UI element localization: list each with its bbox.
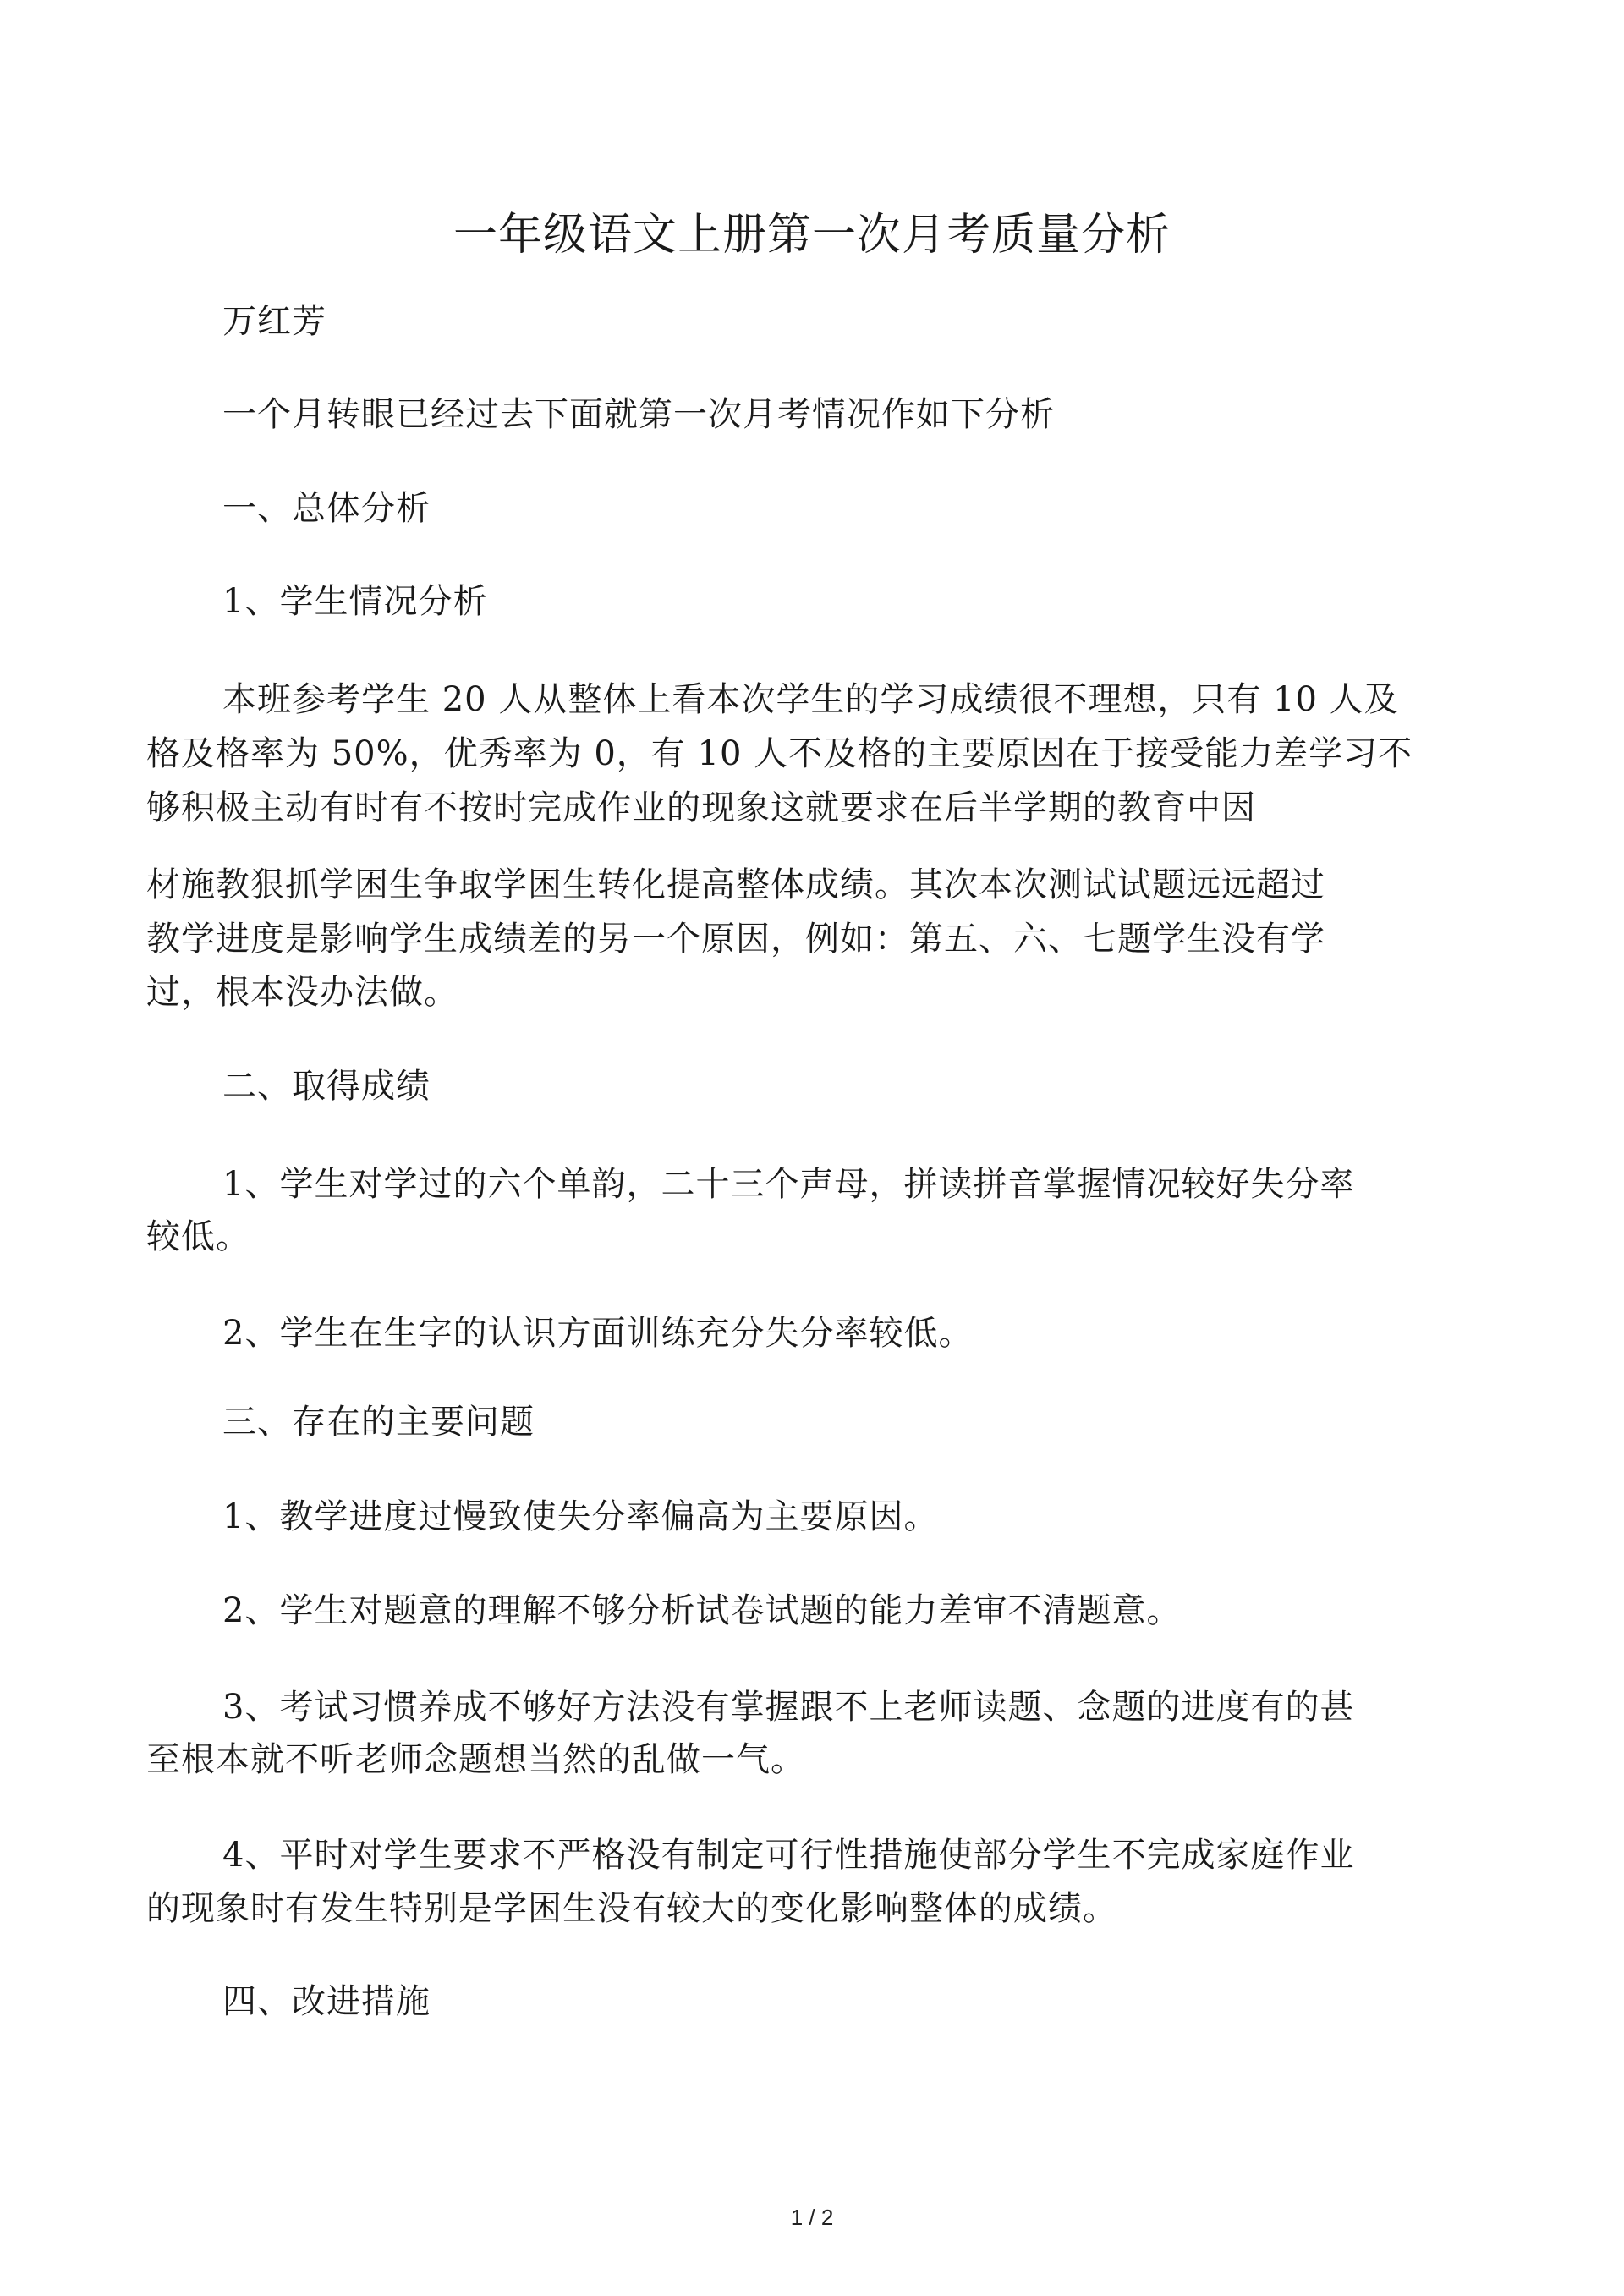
- page-number: 1 / 2: [790, 2205, 834, 2230]
- section-heading-problems: 三、存在的主要问题: [222, 1403, 535, 1442]
- list-item-line: 4、平时对学生要求不严格没有制定可行性措施使部分学生不完成家庭作业: [222, 1836, 1355, 1875]
- author-name: 万红芳: [222, 302, 326, 341]
- list-item-line: 较低。: [146, 1217, 250, 1256]
- section-heading-improvements: 四、改进措施: [222, 1982, 431, 2021]
- list-item-line: 至根本就不听老师念题想当然的乱做一气。: [146, 1740, 805, 1779]
- problem-item: 1、教学进度过慢致使失分率偏高为主要原因。: [222, 1497, 939, 1536]
- paragraph-line: 够积极主动有时有不按时完成作业的现象这就要求在后半学期的教育中因: [146, 788, 1256, 827]
- paragraph-line: 格及格率为 50%，优秀率为 0，有 10 人不及格的主要原因在于接受能力差学习不: [146, 734, 1413, 773]
- intro-text: 一个月转眼已经过去下面就第一次月考情况作如下分析: [222, 395, 1055, 434]
- paragraph-line: 本班参考学生 20 人从整体上看本次学生的学习成绩很不理想，只有 10 人及: [222, 680, 1399, 719]
- list-item-line: 1、学生对学过的六个单韵，二十三个声母，拼读拼音掌握情况较好失分率: [222, 1165, 1355, 1204]
- paragraph-line: 材施教狠抓学困生争取学困生转化提高整体成绩。其次本次测试试题远远超过: [146, 865, 1325, 904]
- subheading-student-analysis: 1、学生情况分析: [222, 582, 488, 621]
- achievement-item: 2、学生在生字的认识方面训练充分失分率较低。: [222, 1314, 974, 1353]
- paragraph-line: 教学进度是影响学生成绩差的另一个原因，例如：第五、六、七题学生没有学: [146, 920, 1325, 958]
- section-heading-overall: 一、总体分析: [222, 489, 431, 528]
- problem-item: 2、学生对题意的理解不够分析试卷试题的能力差审不清题意。: [222, 1591, 1182, 1630]
- list-item-line: 的现象时有发生特别是学困生没有较大的变化影响整体的成绩。: [146, 1889, 1117, 1928]
- list-item-line: 3、考试习惯养成不够好方法没有掌握跟不上老师读题、念题的进度有的甚: [222, 1688, 1355, 1727]
- section-heading-achievements: 二、取得成绩: [222, 1067, 431, 1106]
- paragraph-line: 过，根本没办法做。: [146, 973, 458, 1012]
- document-title: 一年级语文上册第一次月考质量分析: [453, 210, 1171, 261]
